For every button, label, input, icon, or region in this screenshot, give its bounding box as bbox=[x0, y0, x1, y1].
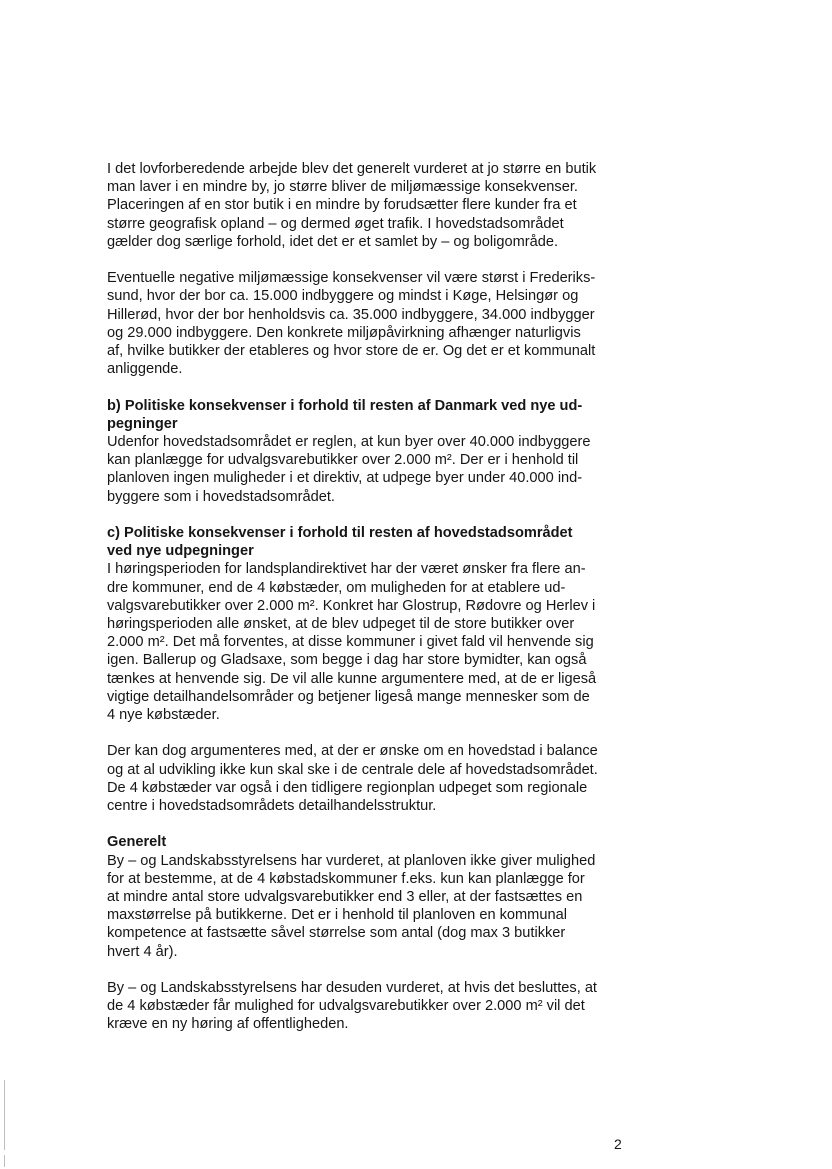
text-line: kompetence at fastsætte såvel størrelse som antal (dog max 3 butikker bbox=[107, 925, 566, 942]
text-line: gælder dog særlige forhold, idet det er et samlet by – og boligområde. bbox=[107, 233, 559, 250]
text-line: og 29.000 indbyggere. Den konkrete miljøpåvirkning afhænger naturligvis bbox=[107, 324, 581, 341]
text-line: at mindre antal store udvalgsvarebutikker end 3 eller, at der fastsættes en bbox=[107, 889, 583, 906]
text-line: valgsvarebutikker over 2.000 m². Konkret har Glostrup, Rødovre og Herlev i bbox=[107, 597, 596, 614]
section-heading: c) Politiske konsekvenser i forhold til resten af hovedstadsområdet bbox=[107, 525, 573, 542]
text-line: hvert 4 år). bbox=[107, 943, 178, 960]
text-line: I høringsperioden for landsplandirektivet har der været ønsker fra flere an- bbox=[107, 561, 586, 578]
text-line: kræve en ny høring af offentligheden. bbox=[107, 1016, 349, 1033]
paragraph-environmental bbox=[107, 269, 627, 378]
section-generelt bbox=[107, 833, 627, 960]
text-line: anliggende. bbox=[107, 361, 183, 378]
text-line: Der kan dog argumenteres med, at der er ønske om en hovedstad i balance bbox=[107, 743, 598, 760]
text-line: tænkes at henvende sig. De vil alle kunne argumentere med, at de er ligeså bbox=[107, 670, 597, 687]
section-b bbox=[107, 397, 627, 506]
paragraph-gap bbox=[107, 815, 627, 833]
text-line: sund, hvor der bor ca. 15.000 indbyggere og mindst i Køge, Helsingør og bbox=[107, 288, 579, 305]
text-line: større geografisk opland – og dermed øget trafik. I hovedstadsområdet bbox=[107, 215, 564, 232]
text-line: planloven ingen muligheder i et direktiv, at udpege byer under 40.000 ind- bbox=[107, 470, 583, 487]
text-line: dre kommuner, end de 4 købstæder, om muligheden for at etablere ud- bbox=[107, 579, 566, 596]
paragraph-intro bbox=[107, 160, 627, 251]
text-line: 4 nye købstæder. bbox=[107, 707, 220, 724]
section-heading: pegninger bbox=[107, 415, 178, 432]
text-line: Udenfor hovedstadsområdet er reglen, at kun byer over 40.000 indbyggere bbox=[107, 434, 591, 451]
section-heading: Generelt bbox=[107, 834, 167, 851]
paragraph-gap bbox=[107, 724, 627, 742]
text-line: høringsperioden alle ønsket, at de blev udpeget til de store butikker over bbox=[107, 616, 575, 633]
text-line: I det lovforberedende arbejde blev det generelt vurderet at jo større en butik bbox=[107, 161, 597, 177]
paragraph-hearing bbox=[107, 979, 627, 1034]
paragraph-balance bbox=[107, 742, 627, 815]
text-line: Hillerød, hvor der bor henholdsvis ca. 35.000 indbyggere, 34.000 indbygger bbox=[107, 306, 595, 323]
scan-artifact bbox=[4, 1080, 5, 1150]
text-line: centre i hovedstadsområdets detailhandelsstruktur. bbox=[107, 798, 437, 815]
text-line: By – og Landskabsstyrelsens har vurderet, at planloven ikke giver mulighed bbox=[107, 852, 596, 869]
text-line: By – og Landskabsstyrelsens har desuden vurderet, at hvis det besluttes, at bbox=[107, 980, 597, 997]
text-line: Eventuelle negative miljømæssige konsekvenser vil være størst i Frederiks- bbox=[107, 270, 596, 287]
paragraph-gap bbox=[107, 378, 627, 396]
text-line: Placeringen af en stor butik i en mindre by forudsætter flere kunder fra et bbox=[107, 197, 577, 214]
text-line: maxstørrelse på butikkerne. Det er i henhold til planloven en kommunal bbox=[107, 907, 567, 924]
text-line: og at al udvikling ikke kun skal ske i de centrale dele af hovedstadsområdet. bbox=[107, 761, 598, 778]
document-body bbox=[107, 160, 627, 1034]
text-line: De 4 købstæder var også i den tidligere regionplan udpeget som regionale bbox=[107, 779, 588, 796]
section-c bbox=[107, 524, 627, 724]
paragraph-gap bbox=[107, 961, 627, 979]
text-line: 2.000 m². Det må forventes, at disse kommuner i givet fald vil henvende sig bbox=[107, 634, 594, 651]
paragraph-gap bbox=[107, 251, 627, 269]
scan-artifact bbox=[4, 1155, 5, 1167]
text-line: for at bestemme, at de 4 købstadskommuner f.eks. kun kan planlægge for bbox=[107, 870, 585, 887]
paragraph-gap bbox=[107, 506, 627, 524]
text-line: kan planlægge for udvalgsvarebutikker over 2.000 m². Der er i henhold til bbox=[107, 452, 579, 469]
text-line: af, hvilke butikker der etableres og hvor store de er. Og det er et kommunalt bbox=[107, 343, 596, 360]
text-line: byggere som i hovedstadsområdet. bbox=[107, 488, 335, 505]
section-heading: b) Politiske konsekvenser i forhold til resten af Danmark ved nye ud- bbox=[107, 397, 583, 414]
text-line: igen. Ballerup og Gladsaxe, som begge i dag har store bymidter, kan også bbox=[107, 652, 587, 669]
text-line: man laver i en mindre by, jo større bliver de miljømæssige konsekvenser. bbox=[107, 179, 578, 196]
section-heading: ved nye udpegninger bbox=[107, 543, 254, 560]
text-line: vigtige detailhandelsområder og betjener ligeså mange mennesker som de bbox=[107, 688, 590, 705]
page-number: 2 bbox=[614, 1136, 622, 1152]
text-line: de 4 købstæder får mulighed for udvalgsvarebutikker over 2.000 m² vil det bbox=[107, 998, 585, 1015]
